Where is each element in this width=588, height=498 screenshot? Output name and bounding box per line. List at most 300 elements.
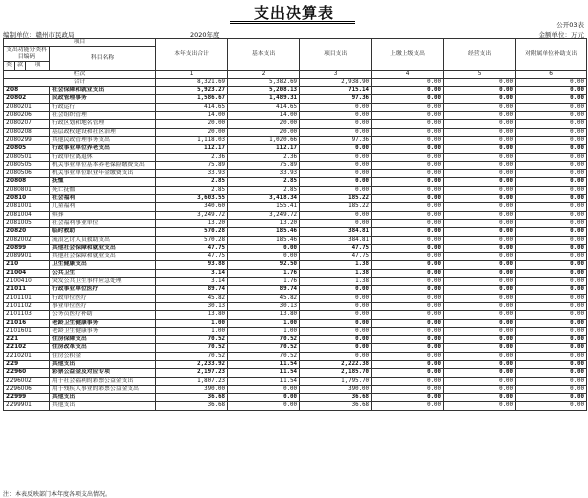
form-code: 公开03表 <box>556 21 584 29</box>
row-value: 14.00 <box>228 112 300 120</box>
row-value: 70.52 <box>156 352 228 360</box>
row-value: 13.80 <box>228 311 300 319</box>
row-value: 0.00 <box>444 253 516 261</box>
table-row <box>4 145 587 153</box>
row-value: 0.00 <box>444 112 516 120</box>
row-code: 20802 <box>4 95 50 103</box>
row-subject: 流浪乞讨人员救助支出 <box>50 236 156 244</box>
row-value: 33.93 <box>156 170 228 178</box>
row-value: 185.46 <box>228 228 300 236</box>
row-value: 0.00 <box>444 186 516 194</box>
table-row <box>4 203 587 211</box>
row-value: 0.00 <box>228 402 300 410</box>
header-subsidy: 对附属单位补助支出 <box>516 39 587 71</box>
row-value: 0.00 <box>372 253 444 261</box>
row-value: 0.00 <box>444 302 516 310</box>
row-value: 0.00 <box>372 319 444 327</box>
row-value: 0.00 <box>516 377 587 385</box>
row-value: 0.00 <box>372 219 444 227</box>
row-value: 11.54 <box>228 360 300 368</box>
row-value: 97.36 <box>300 95 372 103</box>
header-project: 项目 <box>4 39 156 47</box>
row-value: 2.85 <box>228 178 300 186</box>
row-value: 92.50 <box>228 261 300 269</box>
row-value: 0.00 <box>300 286 372 294</box>
row-subject: 老龄卫生健康事务 <box>50 327 156 335</box>
row-value: 390.00 <box>300 385 372 393</box>
header-code: 支出功能分类科目编码 <box>4 47 50 62</box>
row-value: 0.00 <box>372 128 444 136</box>
row-value: 340.60 <box>156 203 228 211</box>
table-row <box>4 244 587 252</box>
row-value: 1.00 <box>228 327 300 335</box>
row-value: 0.00 <box>372 377 444 385</box>
row-code: 2080506 <box>4 170 50 178</box>
row-code: 2101103 <box>4 311 50 319</box>
row-code: 210 <box>4 261 50 269</box>
row-value: 185.22 <box>300 203 372 211</box>
row-value: 0.00 <box>444 153 516 161</box>
row-value: 1,795.70 <box>300 377 372 385</box>
row-value: 1.00 <box>156 327 228 335</box>
row-value: 0.00 <box>516 170 587 178</box>
row-value: 20.00 <box>228 120 300 128</box>
row-value: 0.00 <box>300 294 372 302</box>
row-value: 0.00 <box>516 352 587 360</box>
row-value: 47.75 <box>300 253 372 261</box>
row-value: 13.80 <box>156 311 228 319</box>
row-value: 0.00 <box>372 344 444 352</box>
row-subject: 用于残疾人事业的彩票公益金支出 <box>50 385 156 393</box>
row-value: 0.00 <box>516 203 587 211</box>
row-code: 2080801 <box>4 186 50 194</box>
row-subject: 行政单位医疗 <box>50 294 156 302</box>
row-value: 0.00 <box>444 278 516 286</box>
row-value: 112.17 <box>228 145 300 153</box>
col-num: 4 <box>372 70 444 78</box>
row-subject: 突发公共卫生事件应急处理 <box>50 278 156 286</box>
row-value: 0.00 <box>516 161 587 169</box>
row-subject: 死亡抚恤 <box>50 186 156 194</box>
row-code: 2080505 <box>4 161 50 169</box>
row-value: 20.00 <box>156 128 228 136</box>
row-subject: 其他支出 <box>50 402 156 410</box>
row-value: 0.00 <box>516 261 587 269</box>
col-num: 2 <box>228 70 300 78</box>
row-subject: 儿童福利 <box>50 203 156 211</box>
col-num: 5 <box>444 70 516 78</box>
table-row <box>4 153 587 161</box>
row-value: 13.20 <box>228 219 300 227</box>
row-value: 384.81 <box>300 236 372 244</box>
row-subject: 公务员医疗补助 <box>50 311 156 319</box>
row-value: 1,118.03 <box>156 136 228 144</box>
row-value: 0.00 <box>300 103 372 111</box>
row-value: 0.00 <box>228 385 300 393</box>
row-code: 2081004 <box>4 211 50 219</box>
row-subject: 殡葬 <box>50 211 156 219</box>
row-value: 0.00 <box>444 228 516 236</box>
row-value: 0.00 <box>372 87 444 95</box>
row-subject: 行政运行 <box>50 103 156 111</box>
table-row <box>4 336 587 344</box>
table-row <box>4 302 587 310</box>
row-value: 185.46 <box>228 236 300 244</box>
table-row <box>4 286 587 294</box>
row-value: 0.00 <box>516 294 587 302</box>
row-value: 1,489.31 <box>228 95 300 103</box>
table-row <box>4 219 587 227</box>
row-value: 0.00 <box>372 244 444 252</box>
total-value: 2,938.90 <box>300 78 372 86</box>
row-value: 70.52 <box>228 344 300 352</box>
row-subject: 行政事业单位养老支出 <box>50 145 156 153</box>
row-value: 3,249.72 <box>156 211 228 219</box>
row-value: 0.00 <box>300 327 372 335</box>
row-value: 0.00 <box>372 120 444 128</box>
table-row <box>4 360 587 368</box>
row-value: 0.00 <box>516 103 587 111</box>
table-row <box>4 344 587 352</box>
footnote: 注：本表反映部门本年度各项支出情况。 <box>3 491 112 498</box>
row-value: 0.00 <box>300 302 372 310</box>
row-value: 0.00 <box>444 261 516 269</box>
row-value: 570.28 <box>156 228 228 236</box>
table-row <box>4 269 587 277</box>
row-value: 155.41 <box>228 203 300 211</box>
header-lei: 类 <box>4 62 15 70</box>
row-value: 0.00 <box>300 336 372 344</box>
row-value: 0.00 <box>372 161 444 169</box>
row-subject: 其他社会保障和就业支出 <box>50 253 156 261</box>
row-subject: 临时救助 <box>50 228 156 236</box>
table-row <box>4 87 587 95</box>
table-row <box>4 327 587 335</box>
row-value: 97.36 <box>300 136 372 144</box>
row-value: 93.88 <box>156 261 228 269</box>
row-value: 0.00 <box>516 344 587 352</box>
row-value: 0.00 <box>372 211 444 219</box>
row-value: 0.00 <box>516 369 587 377</box>
row-value: 89.74 <box>156 286 228 294</box>
row-value: 36.68 <box>156 402 228 410</box>
row-value: 0.00 <box>516 327 587 335</box>
row-value: 0.00 <box>444 219 516 227</box>
table-row <box>4 278 587 286</box>
row-value: 0.00 <box>444 195 516 203</box>
row-value: 30.13 <box>228 302 300 310</box>
row-subject: 抚恤 <box>50 178 156 186</box>
row-value: 0.00 <box>444 178 516 186</box>
row-code: 229 <box>4 360 50 368</box>
row-value: 0.00 <box>372 153 444 161</box>
row-value: 0.00 <box>444 336 516 344</box>
row-value: 1.00 <box>156 319 228 327</box>
row-subject: 其他支出 <box>50 394 156 402</box>
row-code: 2296002 <box>4 377 50 385</box>
row-value: 0.00 <box>372 112 444 120</box>
row-code: 21004 <box>4 269 50 277</box>
row-value: 0.00 <box>516 95 587 103</box>
row-code: 20805 <box>4 145 50 153</box>
table-row <box>4 103 587 111</box>
table-row <box>4 95 587 103</box>
row-value: 0.00 <box>444 145 516 153</box>
row-value: 0.00 <box>372 195 444 203</box>
row-value: 47.75 <box>156 244 228 252</box>
row-value: 45.82 <box>228 294 300 302</box>
col-num: 1 <box>156 70 228 78</box>
row-value: 390.00 <box>156 385 228 393</box>
row-value: 2.85 <box>156 186 228 194</box>
row-value: 0.00 <box>444 136 516 144</box>
header-total: 本年支出合计 <box>156 39 228 71</box>
row-value: 36.68 <box>156 394 228 402</box>
table-row <box>4 211 587 219</box>
row-value: 20.00 <box>228 128 300 136</box>
col-num: 3 <box>300 70 372 78</box>
row-value: 0.00 <box>300 219 372 227</box>
row-value: 2.85 <box>228 186 300 194</box>
header-row-project <box>4 39 587 47</box>
row-value: 30.13 <box>156 302 228 310</box>
total-value: 0.00 <box>372 78 444 86</box>
row-value: 89.74 <box>228 286 300 294</box>
row-value: 414.65 <box>156 103 228 111</box>
row-value: 2,185.70 <box>300 369 372 377</box>
row-subject: 社会福利事业单位 <box>50 219 156 227</box>
row-value: 0.00 <box>516 269 587 277</box>
row-value: 14.00 <box>156 112 228 120</box>
table-row <box>4 385 587 393</box>
row-subject: 住房公积金 <box>50 352 156 360</box>
row-value: 47.75 <box>300 244 372 252</box>
row-subject: 机关事业单位职业年金缴费支出 <box>50 170 156 178</box>
table-row <box>4 128 587 136</box>
row-value: 0.00 <box>372 311 444 319</box>
row-value: 0.00 <box>228 244 300 252</box>
row-subject: 社会组织管理 <box>50 112 156 120</box>
table-row <box>4 178 587 186</box>
row-subject: 公共卫生 <box>50 269 156 277</box>
row-code: 2080201 <box>4 103 50 111</box>
row-value: 5,208.13 <box>228 87 300 95</box>
row-value: 0.00 <box>444 203 516 211</box>
row-value: 1.00 <box>228 319 300 327</box>
row-value: 0.00 <box>444 360 516 368</box>
row-value: 0.00 <box>372 278 444 286</box>
row-subject: 行政区划和地名管理 <box>50 120 156 128</box>
table-row <box>4 294 587 302</box>
table-row <box>4 195 587 203</box>
header-subject-name: 科目名称 <box>50 47 156 70</box>
row-value: 5,923.27 <box>156 87 228 95</box>
total-row <box>4 78 587 86</box>
row-code: 20810 <box>4 195 50 203</box>
unit-label: 编制单位：赣州市民政局 <box>3 31 75 39</box>
row-subject: 机关事业单位基本养老保险缴费支出 <box>50 161 156 169</box>
row-value: 112.17 <box>156 145 228 153</box>
row-value: 0.00 <box>372 286 444 294</box>
row-code: 2089901 <box>4 253 50 261</box>
row-subject: 用于社会福利的彩票公益金支出 <box>50 377 156 385</box>
row-value: 0.00 <box>372 228 444 236</box>
row-value: 3.14 <box>156 278 228 286</box>
row-value: 0.00 <box>372 302 444 310</box>
row-value: 0.00 <box>372 369 444 377</box>
row-value: 0.00 <box>516 385 587 393</box>
col-num: 6 <box>516 70 587 78</box>
header-project-exp: 项目支出 <box>300 39 372 71</box>
row-subject: 基层政权建设和社区治理 <box>50 128 156 136</box>
row-code: 2080208 <box>4 128 50 136</box>
row-value: 0.00 <box>444 344 516 352</box>
row-value: 0.00 <box>444 327 516 335</box>
row-subject: 其他支出 <box>50 360 156 368</box>
row-value: 33.93 <box>228 170 300 178</box>
row-value: 0.00 <box>372 136 444 144</box>
row-value: 0.00 <box>516 394 587 402</box>
row-value: 715.14 <box>300 87 372 95</box>
total-value: 0.00 <box>444 78 516 86</box>
row-value: 11.54 <box>228 377 300 385</box>
lanci-row <box>4 70 587 78</box>
row-value: 0.00 <box>372 385 444 393</box>
table-row <box>4 161 587 169</box>
row-value: 1.38 <box>300 269 372 277</box>
row-value: 0.00 <box>444 244 516 252</box>
row-value: 0.00 <box>372 269 444 277</box>
table-row <box>4 369 587 377</box>
row-value: 0.00 <box>444 352 516 360</box>
row-value: 1.38 <box>300 278 372 286</box>
header-business: 经营支出 <box>444 39 516 71</box>
row-subject: 民政管理事务 <box>50 95 156 103</box>
row-subject: 其他社会保障和就业支出 <box>50 244 156 252</box>
row-value: 0.00 <box>516 311 587 319</box>
table-row <box>4 186 587 194</box>
row-value: 0.00 <box>444 402 516 410</box>
row-value: 0.00 <box>516 153 587 161</box>
row-value: 36.68 <box>300 394 372 402</box>
row-code: 22999 <box>4 394 50 402</box>
total-label: 合计 <box>4 78 156 86</box>
row-value: 0.00 <box>444 236 516 244</box>
row-value: 0.00 <box>372 103 444 111</box>
row-value: 0.00 <box>300 311 372 319</box>
total-value: 0.00 <box>516 78 587 86</box>
row-value: 11.54 <box>228 369 300 377</box>
row-value: 0.00 <box>300 128 372 136</box>
row-value: 70.52 <box>156 336 228 344</box>
row-code: 20808 <box>4 178 50 186</box>
row-value: 0.00 <box>516 228 587 236</box>
row-subject: 住房改革支出 <box>50 344 156 352</box>
title-underline <box>230 21 355 22</box>
row-value: 0.00 <box>372 170 444 178</box>
row-code: 2296006 <box>4 385 50 393</box>
row-value: 0.00 <box>516 178 587 186</box>
row-value: 75.89 <box>156 161 228 169</box>
row-value: 0.00 <box>300 178 372 186</box>
row-value: 1.76 <box>228 278 300 286</box>
year-label: 2020年度 <box>190 31 220 39</box>
row-value: 3,603.55 <box>156 195 228 203</box>
row-value: 0.00 <box>300 145 372 153</box>
row-subject: 彩票公益金及对应专项 <box>50 369 156 377</box>
row-value: 70.52 <box>228 336 300 344</box>
row-value: 0.00 <box>444 95 516 103</box>
row-value: 0.00 <box>516 186 587 194</box>
row-value: 36.68 <box>300 402 372 410</box>
table-row <box>4 402 587 410</box>
row-value: 0.00 <box>300 344 372 352</box>
row-value: 0.00 <box>444 311 516 319</box>
row-value: 0.00 <box>444 394 516 402</box>
row-value: 0.00 <box>372 352 444 360</box>
row-value: 0.00 <box>516 278 587 286</box>
row-value: 13.20 <box>156 219 228 227</box>
total-value: 8,321.69 <box>156 78 228 86</box>
row-value: 2,222.38 <box>300 360 372 368</box>
row-value: 0.00 <box>372 336 444 344</box>
row-value: 0.00 <box>516 244 587 252</box>
row-code: 2100410 <box>4 278 50 286</box>
lanci-label: 栏次 <box>4 70 156 78</box>
row-value: 0.00 <box>300 170 372 178</box>
row-code: 20820 <box>4 228 50 236</box>
row-value: 0.00 <box>444 377 516 385</box>
row-value: 2,197.23 <box>156 369 228 377</box>
total-value: 5,382.69 <box>228 78 300 86</box>
row-subject: 行政单位离退休 <box>50 153 156 161</box>
row-code: 2081005 <box>4 219 50 227</box>
row-value: 0.00 <box>516 136 587 144</box>
row-code: 2082002 <box>4 236 50 244</box>
row-value: 0.00 <box>444 269 516 277</box>
row-subject: 社会保障和就业支出 <box>50 87 156 95</box>
table-row <box>4 319 587 327</box>
row-value: 1,807.23 <box>156 377 228 385</box>
row-code: 221 <box>4 336 50 344</box>
row-value: 0.00 <box>516 319 587 327</box>
row-value: 0.00 <box>444 294 516 302</box>
row-value: 0.00 <box>300 186 372 194</box>
row-value: 3.14 <box>156 269 228 277</box>
row-value: 0.00 <box>300 211 372 219</box>
row-value: 0.00 <box>372 394 444 402</box>
row-value: 75.89 <box>228 161 300 169</box>
row-value: 0.00 <box>516 195 587 203</box>
row-code: 2080501 <box>4 153 50 161</box>
row-value: 0.00 <box>372 236 444 244</box>
row-value: 384.81 <box>300 228 372 236</box>
row-value: 0.00 <box>300 112 372 120</box>
row-code: 2080299 <box>4 136 50 144</box>
page-title: 支出决算表 <box>253 4 334 22</box>
row-value: 0.00 <box>444 319 516 327</box>
row-subject: 行政事业单位医疗 <box>50 286 156 294</box>
row-code: 2101102 <box>4 302 50 310</box>
table-row <box>4 377 587 385</box>
row-value: 1,586.67 <box>156 95 228 103</box>
row-value: 0.00 <box>372 178 444 186</box>
row-value: 0.00 <box>516 87 587 95</box>
row-subject: 住房保障支出 <box>50 336 156 344</box>
row-code: 208 <box>4 87 50 95</box>
row-value: 0.00 <box>444 103 516 111</box>
row-value: 0.00 <box>516 302 587 310</box>
